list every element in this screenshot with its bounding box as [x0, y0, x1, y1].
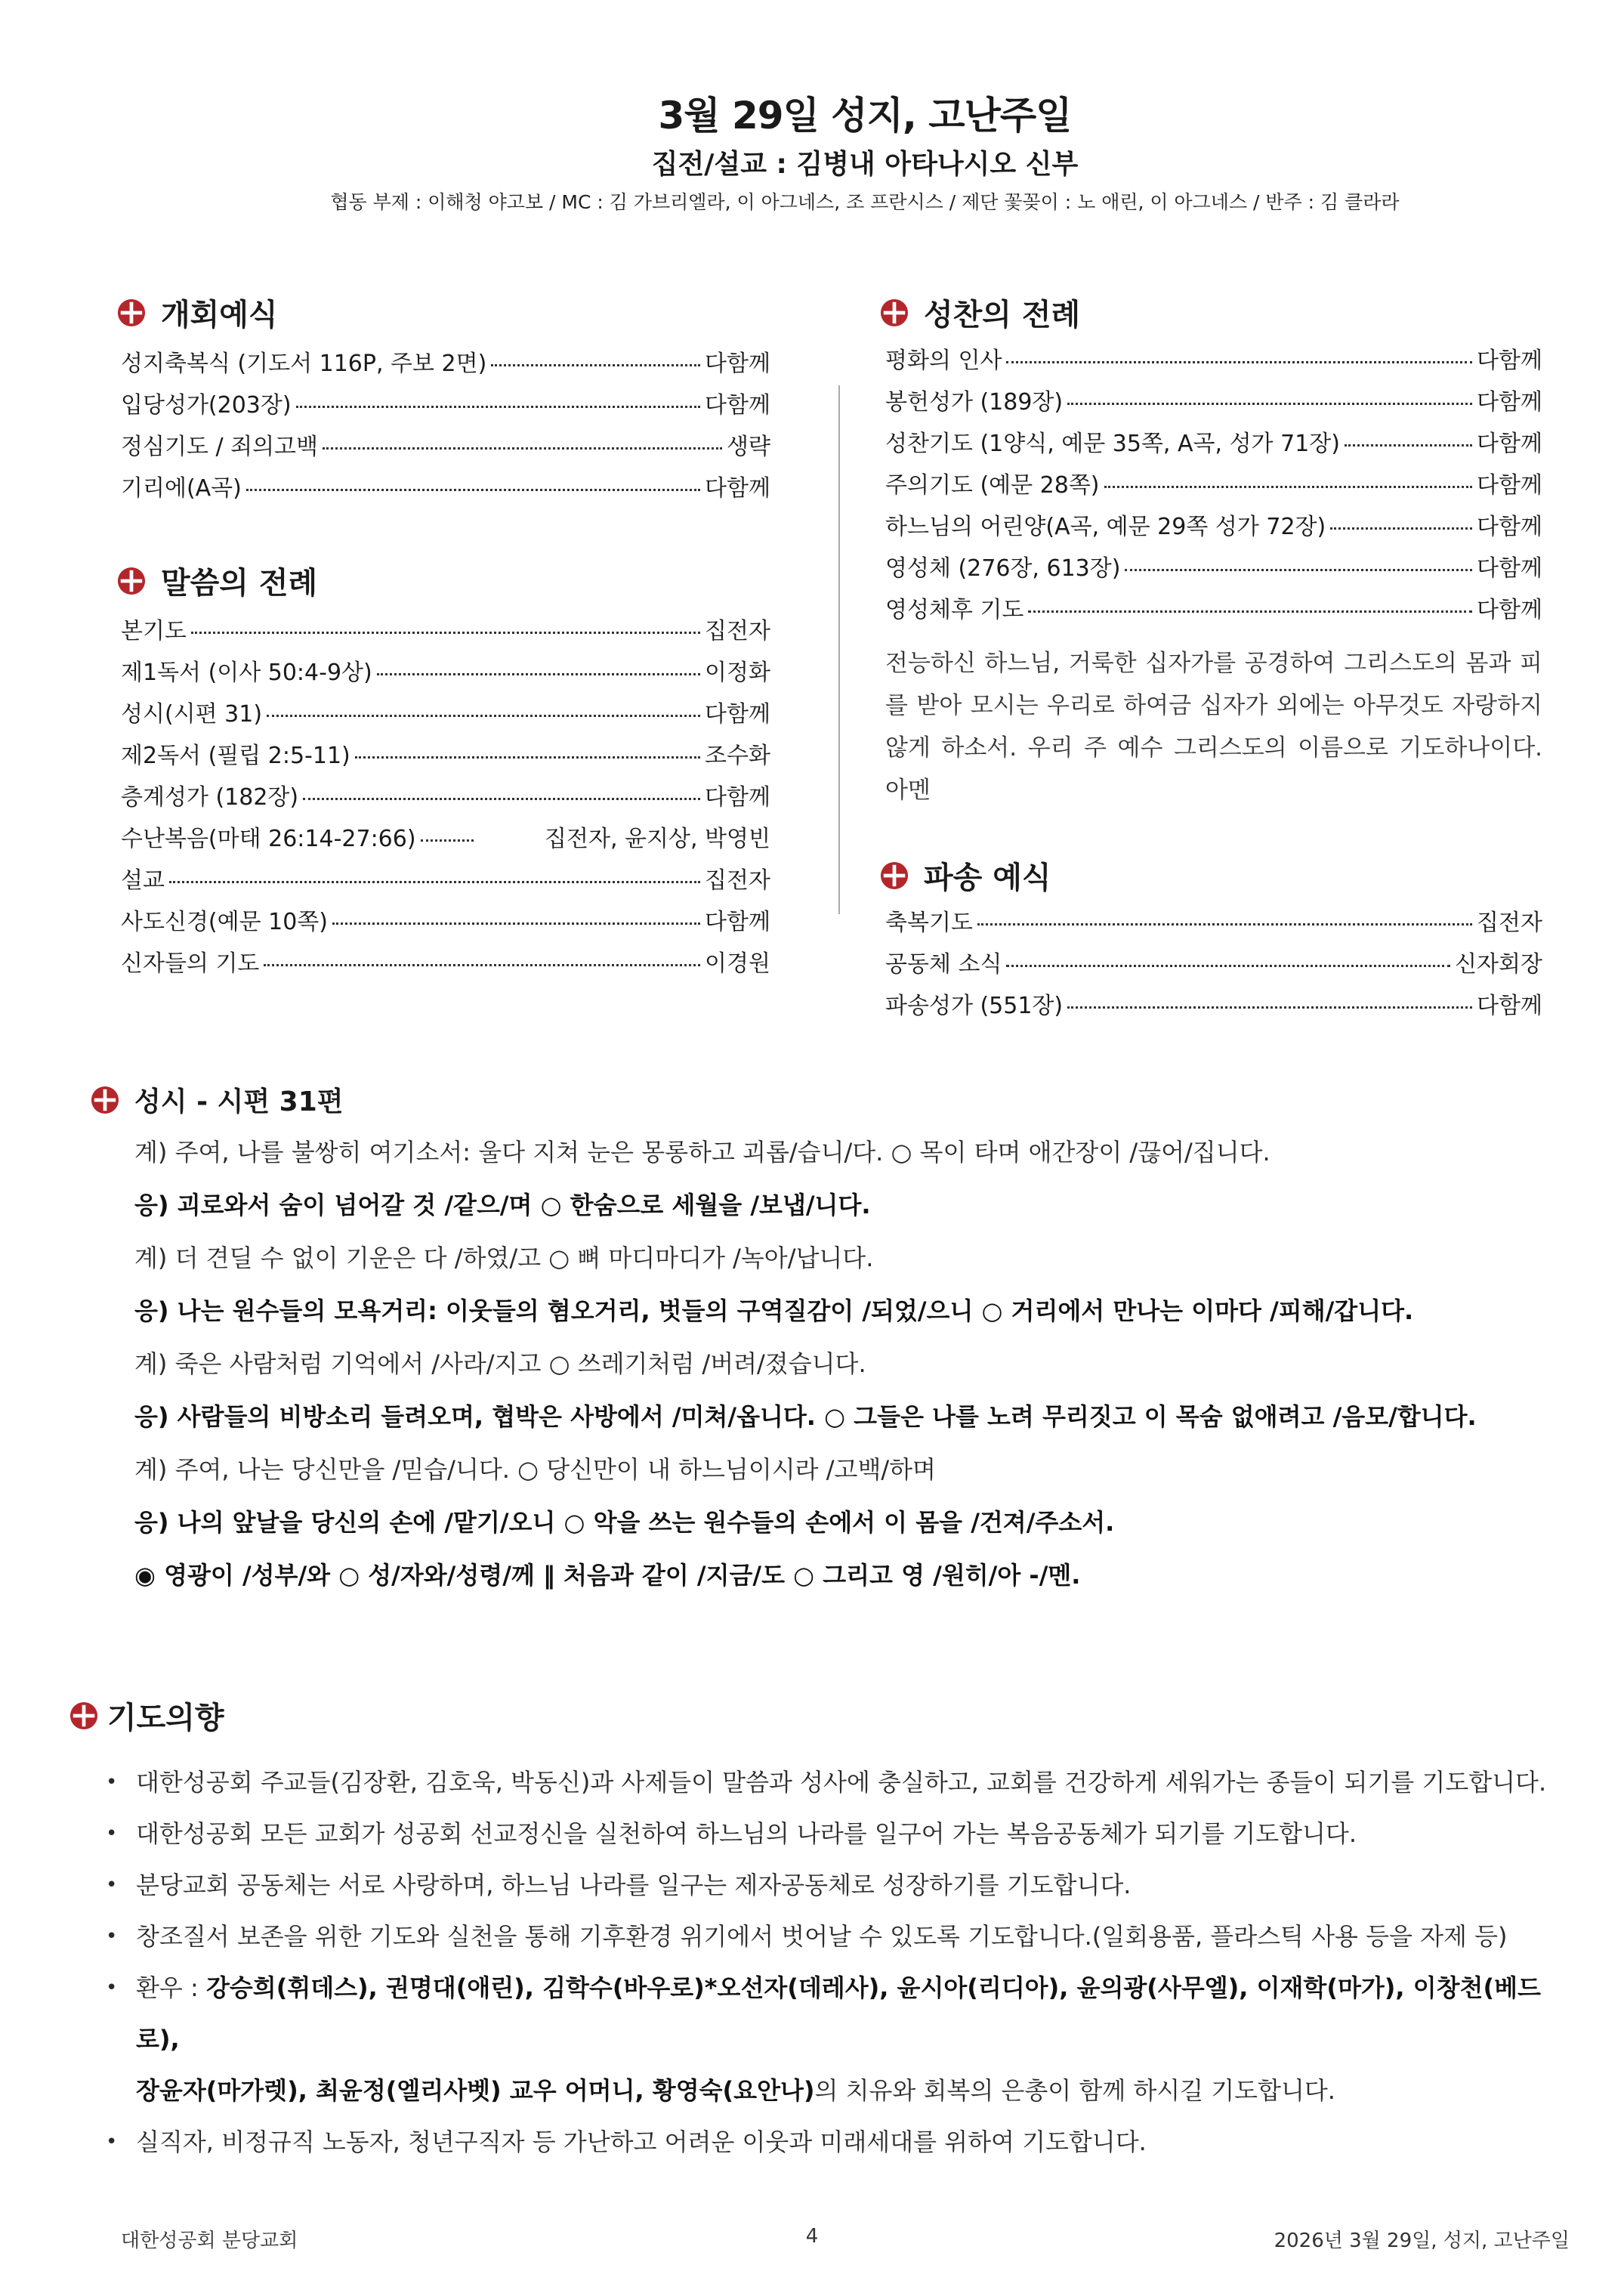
order-officiant: 집전자	[705, 618, 770, 644]
order-officiant: 다함께	[1477, 993, 1542, 1019]
order-row	[885, 508, 1542, 549]
section-title: 기도의향	[107, 1701, 224, 1735]
order-row	[885, 425, 1542, 466]
leader-dots	[264, 964, 700, 966]
opening-list	[121, 345, 770, 511]
leader-dots	[303, 798, 700, 800]
order-label: 입당성가(203장)	[121, 392, 292, 419]
sick-suffix: 의 치유와 회복의 은총이 함께 하시길 기도합니다.	[814, 2076, 1335, 2105]
order-label: 기리에(A곡)	[121, 475, 242, 502]
leader-dots	[267, 715, 700, 717]
section-opening-heading	[117, 291, 278, 334]
order-label: 하느님의 어린양(A곡, 예문 29쪽 성가 72장)	[885, 514, 1326, 540]
page-title: 3월 29일 성지, 고난주일	[658, 94, 1072, 138]
order-label: 봉헌성가 (189장)	[885, 389, 1064, 416]
sick-names-line1: 강승희(휘데스), 권명대(애린), 김학수(바우로)*오선자(데레사), 윤시아(리디아), 윤의광(사무엘), 이재학(마가), 이창천(베드로),	[136, 1973, 1541, 2054]
cross-icon	[880, 298, 909, 327]
page-number: 4	[805, 2225, 819, 2248]
credits-line: 협동 부제 : 이해청 야고보 / MC : 김 가브리엘라, 이 아그네스, 조 프란시스 / 제단 꽃꽂이 : 노 애린, 이 아그네스 / 반주 : 김 클라라	[330, 191, 1400, 213]
order-label: 평화의 인사	[885, 348, 1002, 374]
eucharist-list	[885, 341, 1542, 632]
order-label: 성찬기도 (1양식, 예문 35쪽, A곡, 성가 71장)	[885, 431, 1340, 457]
order-label: 공동체 소식	[885, 951, 1002, 978]
order-label: 파송성가 (551장)	[885, 993, 1064, 1019]
order-officiant: 이경원	[705, 950, 770, 977]
psalm-line-leader: 계) 주여, 나는 당신만을 /믿습/니다. ○ 당신만이 내 하느님이시라 /고백/하며	[134, 1455, 936, 1484]
order-officiant: 다함께	[1477, 597, 1542, 623]
order-label: 본기도	[121, 618, 187, 644]
leader-dots	[332, 922, 700, 925]
order-label: 신자들의 기도	[121, 950, 260, 977]
section-dismissal-heading	[880, 854, 1051, 897]
section-word-heading	[117, 559, 317, 602]
intention-item: • 분당교회 공동체는 서로 사랑하며, 하느님 나라를 일구는 제자공동체로 성장하기를 기도합니다.	[89, 1859, 1570, 1911]
dismissal-list	[885, 904, 1542, 1028]
leader-dots	[491, 364, 700, 366]
cross-icon	[117, 298, 146, 327]
order-row	[885, 945, 1542, 987]
order-label: 제1독서 (이사 50:4-9상)	[121, 660, 372, 686]
intention-item: • 대한성공회 모든 교회가 성공회 선교정신을 실천하여 하느님의 나라를 일구어 가는 복음공동체가 되기를 기도합니다.	[89, 1808, 1570, 1859]
order-row	[885, 466, 1542, 508]
order-row	[121, 861, 770, 903]
page-subtitle: 집전/설교 : 김병내 아타나시오 신부	[651, 149, 1079, 180]
leader-dots	[1067, 403, 1472, 405]
cross-icon	[91, 1086, 119, 1114]
post-communion-prayer: 전능하신 하느님, 거룩한 십자가를 공경하여 그리스도의 몸과 피를 받아 모시는 우리로 하여금 십자가 외에는 아무것도 자랑하지 않게 하소서. 우리 주 예수 그리스도의 이름으로 기도하나이다. 아멘	[885, 650, 1542, 804]
cross-icon	[69, 1701, 98, 1730]
intention-item-sick	[89, 1962, 1570, 2116]
order-officiant: 다함께	[705, 784, 770, 811]
leader-dots	[1125, 569, 1472, 571]
psalm-line-response: 응) 괴로와서 숨이 넘어갈 것 /같으/며 ○ 한숨으로 세월을 /보냅/니다.	[134, 1191, 871, 1219]
intention-item: • 실직자, 비정규직 노동자, 청년구직자 등 가난하고 어려운 이웃과 미래세대를 위하여 기도합니다.	[89, 2116, 1570, 2168]
order-officiant: 다함께	[1477, 472, 1542, 499]
order-officiant: 다함께	[1477, 514, 1542, 540]
order-officiant: 집전자, 윤지상, 박영빈	[545, 826, 770, 852]
column-divider	[838, 385, 840, 914]
section-title: 말씀의 전례	[161, 566, 318, 601]
leader-dots	[1028, 610, 1472, 613]
order-officiant: 다함께	[705, 701, 770, 728]
leader-dots	[421, 839, 474, 842]
sick-prefix: 환우 :	[136, 1973, 206, 2002]
order-label: 층계성가 (182장)	[121, 784, 299, 811]
order-row	[121, 903, 770, 944]
cross-icon	[880, 861, 909, 890]
order-officiant: 다함께	[705, 392, 770, 419]
order-row	[885, 549, 1542, 591]
psalm-text	[134, 1133, 1570, 1609]
order-label: 영성체후 기도	[885, 597, 1024, 623]
psalm-line-response: 응) 사람들의 비방소리 들려오며, 협박은 사방에서 /미쳐/옵니다. ○ 그들은 나를 노려 무리짓고 이 목숨 없애려고 /음모/합니다.	[134, 1402, 1477, 1431]
leader-dots	[355, 756, 700, 759]
cross-icon	[117, 567, 146, 595]
order-label: 설교	[121, 867, 165, 894]
order-officiant: 집전자	[705, 867, 770, 894]
order-row	[121, 612, 770, 654]
psalm-line-response: 응) 나는 원수들의 모욕거리: 이웃들의 혐오거리, 벗들의 구역질감이 /되었/으니 ○ 거리에서 만나는 이마다 /피해/갑니다.	[134, 1296, 1414, 1325]
leader-dots	[377, 673, 700, 675]
order-officiant: 다함께	[1477, 389, 1542, 416]
section-intentions-heading	[69, 1694, 224, 1737]
order-row	[121, 469, 770, 511]
order-label: 정심기도 / 죄의고백	[121, 434, 319, 460]
section-eucharist-heading	[880, 291, 1080, 334]
order-label: 수난복음(마태 26:14-27:66)	[121, 826, 416, 852]
order-label: 사도신경(예문 10쪽)	[121, 909, 328, 935]
leader-dots	[169, 881, 700, 883]
order-officiant: 다함께	[705, 475, 770, 502]
order-officiant: 다함께	[1477, 555, 1542, 582]
order-row	[885, 987, 1542, 1028]
leader-dots	[323, 447, 722, 450]
order-officiant: 다함께	[1477, 431, 1542, 457]
footer-date: 2026년 3월 29일, 성지, 고난주일	[1274, 2230, 1570, 2252]
order-officiant: 집전자	[1477, 910, 1542, 936]
order-officiant: 이정화	[705, 660, 770, 686]
leader-dots	[191, 632, 700, 634]
leader-dots	[246, 489, 700, 491]
order-label: 성지축복식 (기도서 116P, 주보 2면)	[121, 351, 487, 377]
order-row	[885, 904, 1542, 945]
order-row	[121, 345, 770, 386]
leader-dots	[1006, 965, 1450, 967]
order-row	[885, 591, 1542, 632]
order-row	[121, 654, 770, 695]
intention-item: • 창조질서 보존을 위한 기도와 실천을 통해 기후환경 위기에서 벗어날 수 있도록 기도합니다.(일회용품, 플라스틱 사용 등을 자제 등)	[89, 1911, 1570, 1962]
psalm-line-response: 응) 나의 앞날을 당신의 손에 /맡기/오니 ○ 악을 쓰는 원수들의 손에서 이 몸을 /건져/주소서.	[134, 1508, 1115, 1537]
leader-dots	[1345, 444, 1472, 447]
section-title: 성시 - 시편 31편	[134, 1086, 344, 1117]
intentions-list	[89, 1757, 1570, 2168]
order-row	[121, 428, 770, 469]
order-label: 축복기도	[885, 910, 973, 936]
order-officiant: 조수화	[705, 743, 770, 769]
leader-dots	[296, 406, 700, 408]
leader-dots	[1006, 361, 1472, 363]
order-officiant: 신자회장	[1455, 951, 1542, 978]
order-row	[121, 386, 770, 428]
intention-item: • 대한성공회 주교들(김장환, 김호욱, 박동신)과 사제들이 말씀과 성사에 충실하고, 교회를 건강하게 세워가는 종들이 되기를 기도합니다.	[89, 1757, 1570, 1808]
order-officiant: 다함께	[1477, 348, 1542, 374]
order-label: 주의기도 (예문 28쪽)	[885, 472, 1100, 499]
section-title: 개회예식	[161, 298, 278, 332]
psalm-gloria: ◉ 영광이 /성부/와 ○ 성/자와/성령/께 ‖ 처음과 같이 /지금/도 ○ 그리고 영 /원히/아 -/멘.	[134, 1561, 1081, 1590]
order-officiant: 다함께	[705, 351, 770, 377]
page-header	[0, 89, 1624, 219]
section-title: 성찬의 전례	[924, 298, 1081, 332]
order-row	[121, 737, 770, 778]
order-officiant: 다함께	[705, 909, 770, 935]
leader-dots	[977, 923, 1472, 926]
leader-dots	[1067, 1006, 1472, 1009]
order-row	[121, 695, 770, 737]
order-row	[121, 944, 770, 986]
psalm-line-leader: 계) 더 견딜 수 없이 기운은 다 /하였/고 ○ 뼈 마디마디가 /녹아/납니다.	[134, 1244, 874, 1272]
sick-names-line2: 장윤자(마가렛), 최윤정(엘리사벳) 교우 어머니, 황영숙(요안나)	[136, 2076, 815, 2105]
order-row	[885, 383, 1542, 425]
order-label: 제2독서 (필립 2:5-11)	[121, 743, 350, 769]
order-row	[885, 341, 1542, 383]
word-list	[121, 612, 770, 986]
section-title: 파송 예식	[924, 861, 1051, 895]
footer-church: 대한성공회 분당교회	[121, 2230, 298, 2252]
order-row	[121, 820, 770, 861]
order-label: 성시(시편 31)	[121, 701, 263, 728]
order-row	[121, 778, 770, 820]
order-label: 영성체 (276장, 613장)	[885, 555, 1121, 582]
psalm-line-leader: 계) 주여, 나를 불쌍히 여기소서: 울다 지쳐 눈은 몽롱하고 괴롭/습니/다. ○ 목이 타며 애간장이 /끊어/집니다.	[134, 1138, 1270, 1167]
leader-dots	[1104, 486, 1473, 488]
order-officiant: 생략	[727, 434, 770, 460]
psalm-line-leader: 계) 죽은 사람처럼 기억에서 /사라/지고 ○ 쓰레기처럼 /버려/졌습니다.	[134, 1349, 866, 1378]
section-psalm-heading	[91, 1080, 344, 1119]
leader-dots	[1330, 527, 1472, 530]
